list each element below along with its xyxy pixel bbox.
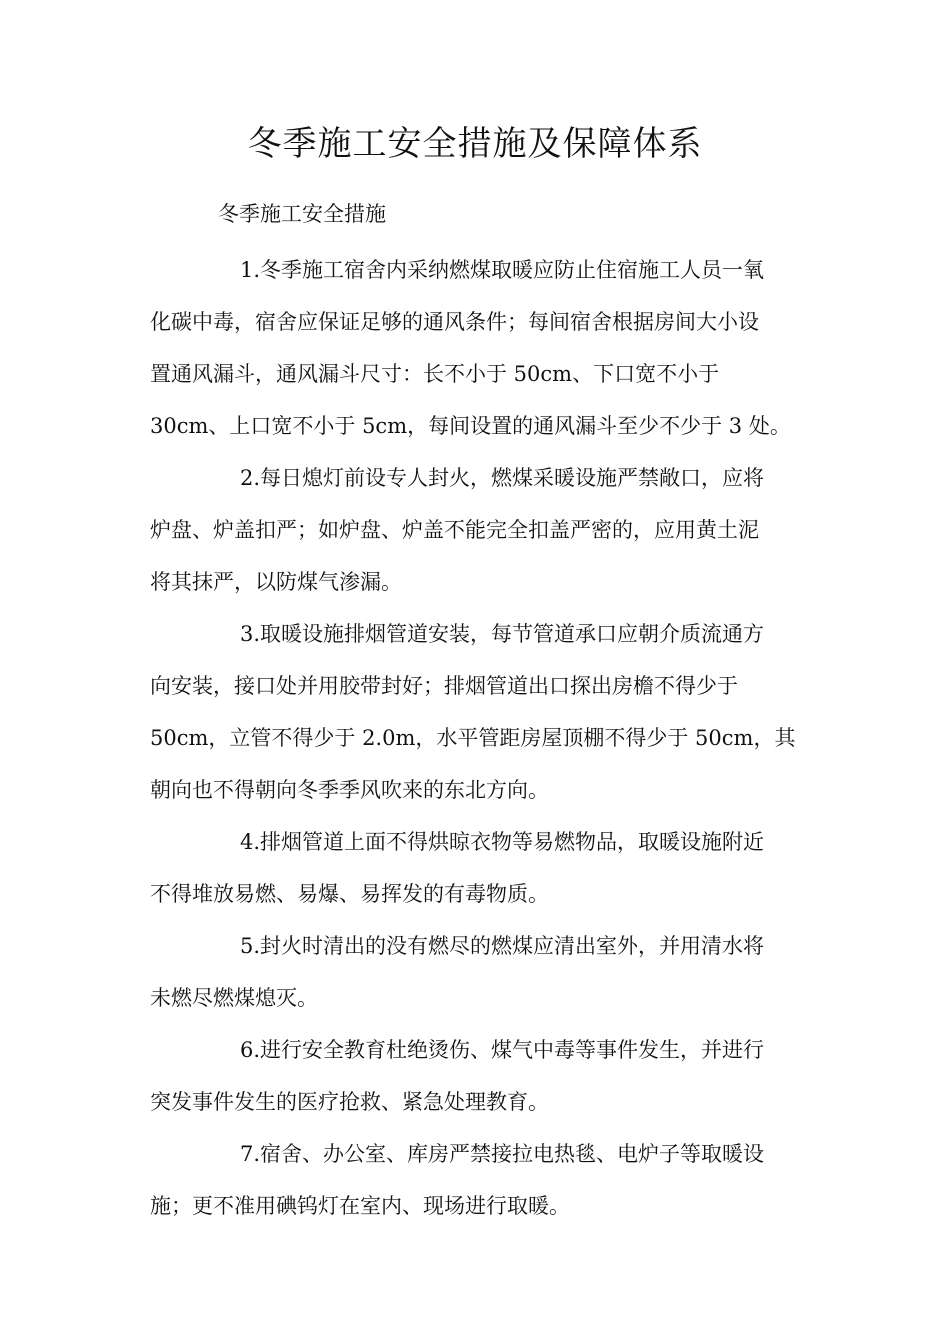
paragraph-line: 7.宿舍、办公室、库房严禁接拉电热毯、电炉子等取暖设 [240, 1142, 765, 1166]
paragraph-line: 6.进行安全教育杜绝烫伤、煤气中毒等事件发生，并进行 [240, 1038, 765, 1062]
paragraph-7 [150, 1128, 802, 1232]
paragraph-line: 突发事件发生的医疗抢救、紧急处理教育。 [150, 1090, 549, 1114]
paragraph-line: 将其抹严，以防煤气渗漏。 [150, 570, 402, 594]
document-title: 冬季施工安全措施及保障体系 [247, 124, 703, 164]
paragraph-line: 施；更不准用碘钨灯在室内、现场进行取暖。 [150, 1194, 570, 1218]
paragraph-5 [150, 920, 802, 1024]
paragraph-line: 向安装，接口处并用胶带封好；排烟管道出口探出房檐不得少于 [150, 674, 738, 698]
paragraph-line: 炉盘、炉盖扣严；如炉盘、炉盖不能完全扣盖严密的，应用黄土泥 [150, 518, 759, 542]
paragraph-6 [150, 1024, 802, 1128]
paragraph-2 [150, 452, 802, 608]
paragraph-line: 朝向也不得朝向冬季季风吹来的东北方向。 [150, 778, 549, 802]
paragraph-1 [150, 244, 802, 452]
paragraph-line: 3.取暖设施排烟管道安装，每节管道承口应朝介质流通方 [240, 622, 765, 646]
paragraph-line: 不得堆放易燃、易爆、易挥发的有毒物质。 [150, 882, 549, 906]
paragraph-3 [150, 608, 802, 816]
document-body [150, 244, 802, 1232]
paragraph-line: 化碳中毒，宿舍应保证足够的通风条件；每间宿舍根据房间大小设 [150, 310, 759, 334]
paragraph-line: 30cm、上口宽不小于 5cm，每间设置的通风漏斗至少不少于 3 处。 [150, 414, 791, 438]
paragraph-line: 5.封火时清出的没有燃尽的燃煤应清出室外，并用清水将 [240, 934, 765, 958]
paragraph-line: 2.每日熄灯前设专人封火，燃煤采暖设施严禁敞口，应将 [240, 466, 765, 490]
paragraph-line: 置通风漏斗，通风漏斗尺寸：长不小于 50cm、下口宽不小于 [150, 362, 720, 386]
section-heading: 冬季施工安全措施 [218, 202, 386, 226]
paragraph-line: 1.冬季施工宿舍内采纳燃煤取暖应防止住宿施工人员一氧 [240, 258, 765, 282]
paragraph-line: 4.排烟管道上面不得烘晾衣物等易燃物品，取暖设施附近 [240, 830, 765, 854]
paragraph-4 [150, 816, 802, 920]
paragraph-line: 未燃尽燃煤熄灭。 [150, 986, 318, 1010]
paragraph-line: 50cm，立管不得少于 2.0m，水平管距房屋顶棚不得少于 50cm，其 [150, 726, 796, 750]
